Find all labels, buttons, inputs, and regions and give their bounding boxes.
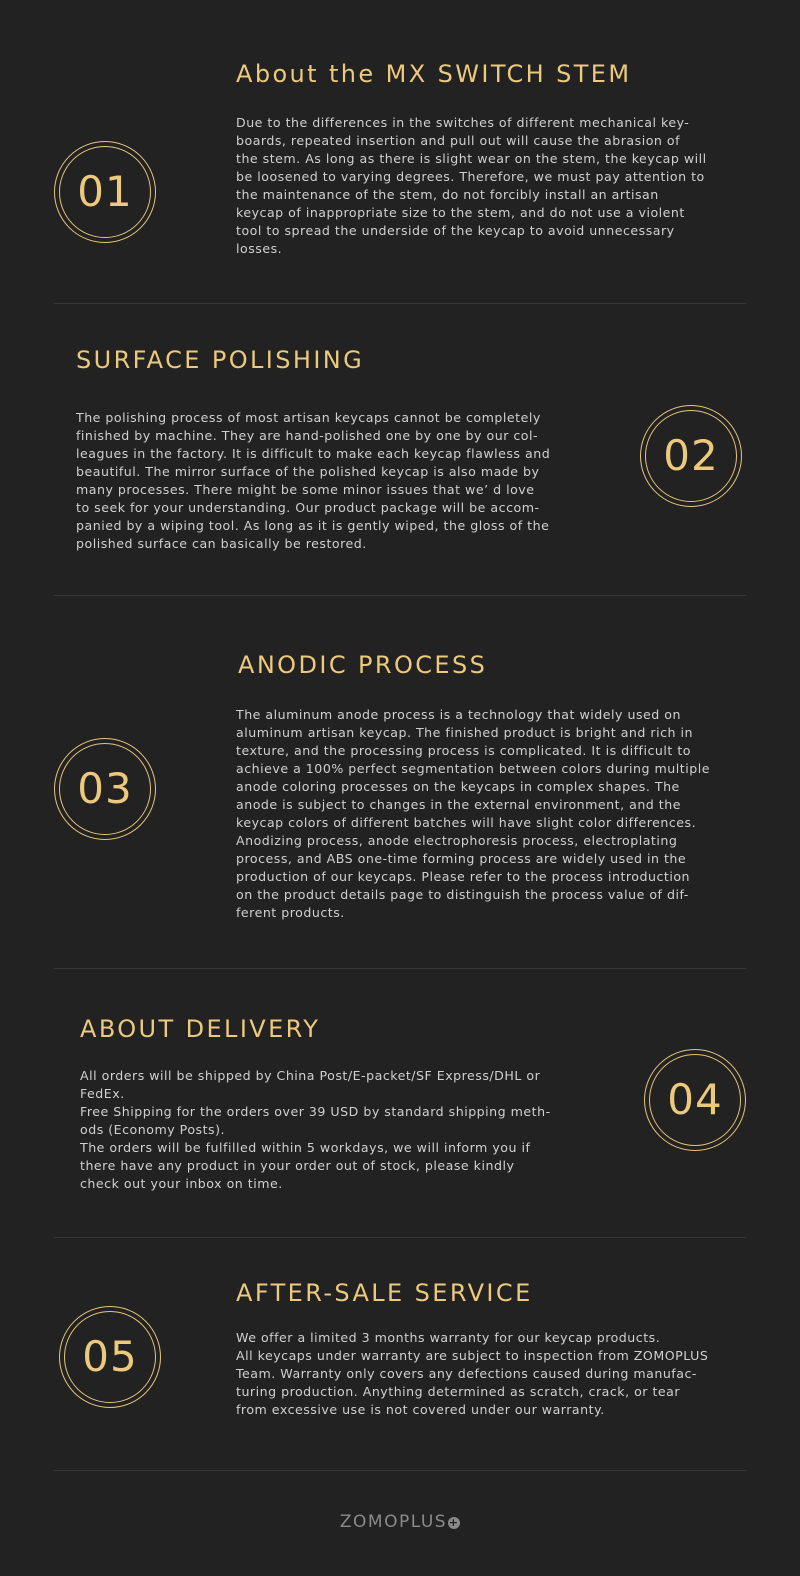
body-line: All orders will be shipped by China Post/E-packet/SF Express/DHL or: [80, 1068, 541, 1083]
body-line: there have any product in your order out of stock, please kindly: [80, 1158, 515, 1173]
section-number: 03: [77, 764, 133, 813]
body-line: production of our keycaps. Please refer to the process introduction: [236, 869, 691, 884]
body-line: finished by machine. They are hand-polished one by one by our col-: [76, 428, 539, 443]
section-title: AFTER-SALE SERVICE: [236, 1279, 533, 1307]
body-line: tool to spread the underside of the keycap to avoid unnecessary: [236, 223, 675, 238]
section-body: [76, 409, 550, 553]
body-line: turing production. Anything determined as scratch, crack, or tear: [236, 1384, 681, 1399]
section-number-badge: [54, 141, 156, 243]
section-number: 02: [663, 431, 719, 480]
section-title: ABOUT DELIVERY: [80, 1015, 321, 1043]
body-line: leagues in the factory. It is difficult to make each keycap flawless and: [76, 446, 551, 461]
body-line: from excessive use is not covered under our warranty.: [236, 1402, 605, 1417]
body-line: panied by a wiping tool. As long as it is gently wiped, the gloss of the: [76, 518, 550, 533]
section-body: [80, 1067, 551, 1193]
body-line: anode is subject to changes in the external environment, and the: [236, 797, 681, 812]
body-line: many processes. There might be some minor issues that we’ d love: [76, 482, 535, 497]
section-title: SURFACE POLISHING: [76, 346, 365, 374]
section-divider: [54, 303, 746, 304]
body-line: boards, repeated insertion and pull out will cause the abrasion of: [236, 133, 681, 148]
body-line: keycap colors of different batches will have slight color differences.: [236, 815, 697, 830]
body-line: ferent products.: [236, 905, 345, 920]
body-line: be loosened to varying degrees. Therefore, we must pay attention to: [236, 169, 705, 184]
body-line: Free Shipping for the orders over 39 USD by standard shipping meth-: [80, 1104, 551, 1119]
section-divider: [54, 595, 746, 596]
section-divider: [54, 968, 746, 969]
body-line: on the product details page to distinguish the process value of dif-: [236, 887, 689, 902]
section-divider: [54, 1470, 746, 1471]
section-number: 01: [77, 167, 133, 216]
body-line: anode coloring processes on the keycaps in complex shapes. The: [236, 779, 680, 794]
body-line: Due to the differences in the switches of different mechanical key-: [236, 115, 690, 130]
body-line: losses.: [236, 241, 283, 256]
body-line: achieve a 100% perfect segmentation between colors during multiple: [236, 761, 710, 776]
section-number: 05: [82, 1332, 138, 1381]
logo-text: ZOMOPLUS: [339, 1512, 448, 1532]
body-line: the maintenance of the stem, do not forcibly install an artisan: [236, 187, 659, 202]
footer-logo: [0, 1512, 800, 1532]
section-body: [236, 706, 710, 922]
body-line: FedEx.: [80, 1086, 125, 1101]
section-number-badge: [640, 405, 742, 507]
body-line: ods (Economy Posts).: [80, 1122, 226, 1137]
body-line: to seek for your understanding. Our product package will be accom-: [76, 500, 540, 515]
body-line: All keycaps under warranty are subject to inspection from ZOMOPLUS: [236, 1348, 709, 1363]
body-line: aluminum artisan keycap. The finished product is bright and rich in: [236, 725, 693, 740]
body-line: texture, and the processing process is complicated. It is difficult to: [236, 743, 691, 758]
section-body: [236, 1329, 708, 1419]
section-body: [236, 114, 707, 258]
body-line: Anodizing process, anode electrophoresis process, electroplating: [236, 833, 678, 848]
section-title: About the MX SWITCH STEM: [236, 60, 632, 88]
section-number-badge: [59, 1306, 161, 1408]
body-line: The orders will be fulfilled within 5 workdays, we will inform you if: [80, 1140, 531, 1155]
section-divider: [54, 1237, 746, 1238]
body-line: The polishing process of most artisan keycaps cannot be completely: [76, 410, 541, 425]
body-line: Team. Warranty only covers any defections caused during manufac-: [236, 1366, 697, 1381]
section-number: 04: [667, 1075, 723, 1124]
body-line: keycap of inappropriate size to the stem, and do not use a violent: [236, 205, 685, 220]
body-line: The aluminum anode process is a technology that widely used on: [236, 707, 681, 722]
plus-circle-icon: +: [448, 1516, 460, 1529]
body-line: polished surface can basically be restored.: [76, 536, 367, 551]
body-line: process, and ABS one-time forming process are widely used in the: [236, 851, 687, 866]
section-title: ANODIC PROCESS: [238, 651, 488, 679]
body-line: check out your inbox on time.: [80, 1176, 283, 1191]
section-number-badge: [644, 1049, 746, 1151]
body-line: beautiful. The mirror surface of the polished keycap is also made by: [76, 464, 540, 479]
body-line: We offer a limited 3 months warranty for our keycap products.: [236, 1330, 661, 1345]
section-number-badge: [54, 738, 156, 840]
body-line: the stem. As long as there is slight wear on the stem, the keycap will: [236, 151, 707, 166]
